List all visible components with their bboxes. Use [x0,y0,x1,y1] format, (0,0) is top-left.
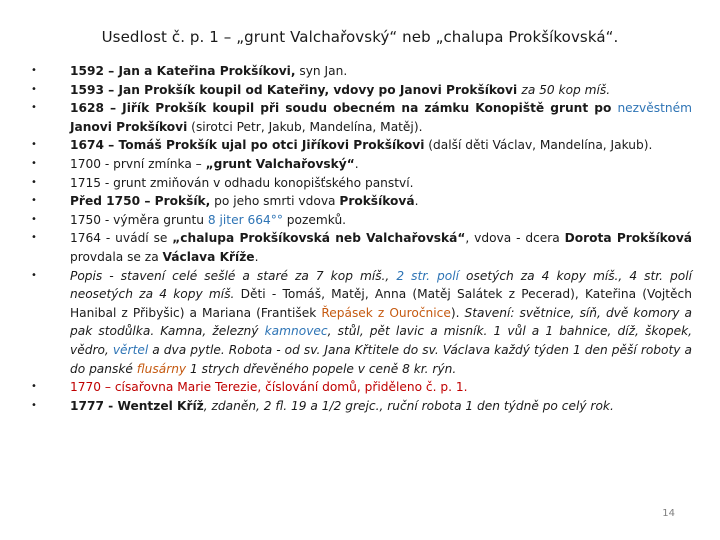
item-text-segment: 1750 - výměra gruntu [70,212,208,227]
item-text-segment: pozemků. [282,212,347,227]
bullet-icon: • [31,139,37,151]
bullet-icon: • [31,232,37,244]
item-text-segment: Dorota Prokšíková [564,231,692,246]
item-text-segment: Václava Kříže [162,249,255,264]
item-text-segment: 1628 – Jiřík Prokšík koupil při soudu obecném na zámku Konopiště grunt po [70,101,618,116]
item-text-segment: po jeho smrti vdova [210,194,340,209]
list-item [30,211,692,230]
list-item [30,62,692,81]
item-text-segment: Popis - stavení celé sešlé a staré za 7 kop míš., [70,268,397,283]
bullet-icon: • [31,399,37,411]
item-text-segment: 8 jiter [207,212,244,227]
item-text-segment: za 50 kop míš. [521,82,611,97]
list-item [30,378,692,397]
item-text-segment: 1674 – Tomáš Prokšík ujal po otci Jiříkovi Prokšíkovi [70,138,425,153]
list-item [30,174,692,193]
item-text-segment: . [254,249,259,264]
bullet-icon: • [31,195,37,207]
slide-title: Usedlost č. p. 1 – „grunt Valchařovský“ neb „chalupa Prokšíkovská“. [101,28,619,46]
item-text-segment: 1700 - první zmínka – [70,156,206,171]
item-text-segment: a dva pytle. Robota - od sv. Jana Křtitele do sv. Václava každý týden 1 den pěší roboty a do panské [70,342,692,376]
list-item [30,99,692,136]
item-text-segment: Řepásek z Ouročnice [321,305,451,320]
bullet-icon: • [31,102,37,114]
item-text-segment: 1715 - grunt zmiňován v odhadu konopišťského panství. [70,175,414,190]
item-text-segment: 2 str. polí [396,268,460,283]
item-text-segment: . [354,156,359,171]
item-text-segment: Před 1750 – Prokšík, [70,194,211,209]
bullet-icon: • [31,83,37,95]
item-text-segment: „grunt Valchařovský“ [205,156,355,171]
item-text-segment: 1764 - uvádí se [70,231,173,246]
item-text-segment: , vdova - dcera [465,231,565,246]
list-item [30,397,692,416]
item-text-segment: věrtel [112,342,149,357]
item-text-segment: „chalupa Prokšíkovská neb Valchařovská“ [172,231,466,246]
list-item [30,81,692,100]
bullet-icon: • [31,176,37,188]
item-text-segment: 1 strych dřevěného popele v ceně 8 kr. rýn. [186,361,457,376]
item-text-segment: . [414,194,419,209]
item-text-segment: Janovi Prokšíkovi [70,119,188,134]
page-number: 14 [662,508,675,519]
item-text-segment: nezvěstném [617,101,692,116]
bullet-list [30,62,692,415]
bullet-icon: • [31,213,37,225]
item-text-segment: Stavení: světnice, síň, dvě komory a pak stodůlka. Kamna, železný [70,305,693,339]
item-text-segment: , stůl, pět lavic a misník. 1 vůl a 1 bahnice, díž, škopek, vědro, [70,324,692,357]
item-text-segment: flusárny [136,361,187,376]
item-text-segment: ). [450,305,465,320]
item-text-segment: syn Jan. [295,64,348,78]
list-item [30,155,692,174]
item-text-segment: kamnovec [264,324,328,339]
item-text-segment: 1592 – Jan a Kateřina Prokšíkovi, [70,64,296,78]
item-text-segment: 1593 – Jan Prokšík koupil od Kateřiny, vdovy po Janovi Prokšíkovi [70,82,522,97]
list-item [30,136,692,155]
item-text-segment: osetých za 4 kopy míš., 4 str. polí neosetých za 4 kopy míš. [70,268,692,302]
item-text-segment: (sirotci Petr, Jakub, Mandelína, Matěj). [187,119,423,134]
item-text-segment: 664°° [247,212,283,227]
item-text-segment: Prokšíková [339,194,415,209]
list-item [30,229,692,266]
item-text-segment: 1777 - Wentzel Kříž [70,398,204,413]
bullet-icon: • [31,381,37,393]
item-text-segment: provdala se za [70,249,163,264]
bullet-icon: • [31,269,37,281]
item-text-segment: , zdaněn, 2 fl. 19 a 1/2 grejc., ruční robota 1 den týdně po celý rok. [203,398,614,413]
bullet-icon: • [31,65,37,76]
item-text-segment: Děti - Tomáš, Matěj, Anna (Matěj Salátek z Pecerad), Kateřina (Vojtěch Hanibal z Přibyšic) a Mariana (František [70,287,692,320]
item-text-segment: 1770 – císařovna Marie Terezie, číslování domů, přiděleno č. p. 1. [70,380,468,395]
bullet-icon: • [31,157,37,169]
list-item [30,192,692,211]
list-item [30,267,692,379]
item-text-segment: (další děti Václav, Mandelína, Jakub). [424,138,653,153]
